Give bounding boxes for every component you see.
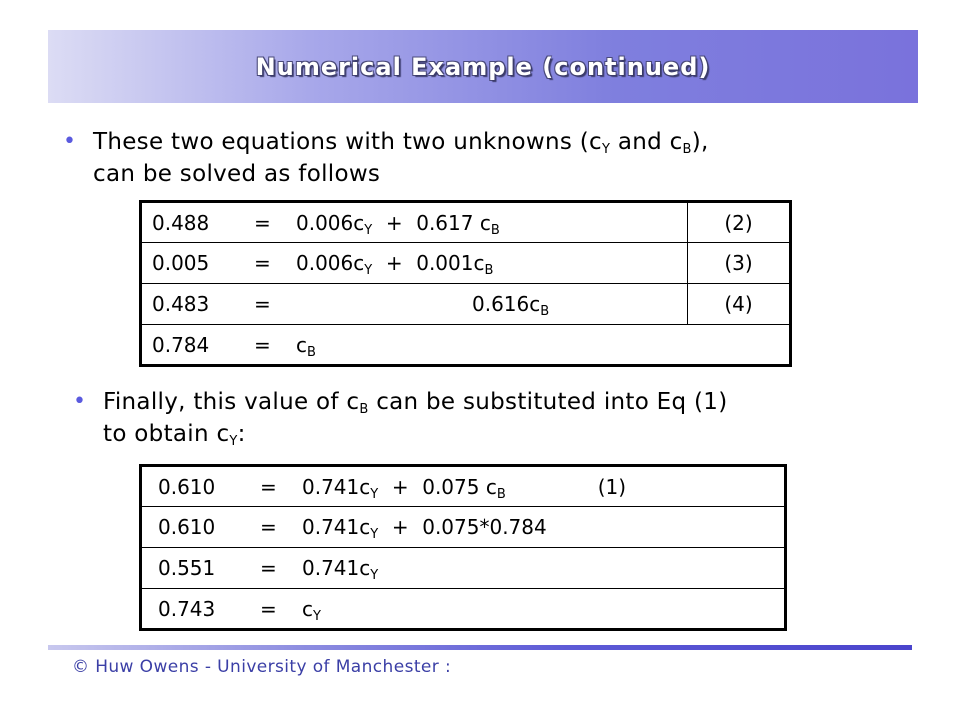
footer-text: © Huw Owens - University of Manchester : — [72, 657, 452, 677]
equation-cell — [141, 325, 791, 366]
plus-sign: + — [391, 474, 409, 499]
bullet-text: : — [237, 421, 246, 447]
subscript: B — [540, 304, 550, 319]
bullet-dot-icon: • — [63, 129, 77, 154]
table-row — [141, 284, 791, 325]
table-row — [141, 548, 786, 589]
bullet-text: and c — [610, 129, 683, 155]
term-text: 0.741c — [302, 556, 371, 580]
term-text: 0.741c — [302, 515, 371, 539]
term-text: 0.001c — [416, 251, 485, 275]
subscript: B — [490, 222, 500, 238]
equation-cell — [141, 507, 786, 548]
bullet-text: These two equations with two unknowns (c — [93, 129, 602, 155]
equals-sign: = — [254, 292, 271, 316]
term — [296, 210, 373, 238]
term-text: c — [302, 596, 313, 621]
lhs-value: 0.743 — [158, 596, 216, 621]
term-text: 0.006c — [296, 251, 365, 275]
subscript: B — [484, 263, 494, 278]
bullet-text-line2: to obtain c — [103, 421, 230, 447]
subscript: B — [359, 402, 369, 417]
plus-sign: + — [391, 515, 409, 539]
table-row — [141, 243, 791, 284]
table-row — [141, 325, 791, 366]
subscript: Y — [364, 263, 373, 278]
equals-sign: = — [260, 515, 277, 539]
subscript: Y — [370, 527, 379, 542]
subscript: Y — [601, 142, 611, 157]
subscript: B — [307, 344, 316, 360]
equals-sign: = — [254, 251, 271, 275]
equation-number: (1) — [597, 474, 627, 499]
subscript: Y — [313, 608, 321, 624]
lhs-value: 0.784 — [152, 332, 210, 357]
lhs-value: 0.610 — [158, 515, 216, 539]
table-row — [141, 589, 786, 630]
equation-cell — [141, 284, 688, 325]
subscript: Y — [370, 568, 379, 583]
subscript: Y — [229, 434, 238, 449]
equation-cell — [141, 589, 786, 630]
title-bar — [48, 30, 918, 103]
term-text: 0.741c — [302, 474, 371, 499]
bullet-text-line2: can be solved as follows — [93, 161, 381, 187]
bullet-text: Finally, this value of c — [103, 389, 360, 415]
term — [296, 251, 373, 278]
term-text: 0.075 c — [422, 474, 497, 499]
slide-title: Numerical Example (continued) — [255, 52, 711, 81]
table-row — [141, 466, 786, 507]
equation-number: (2) — [688, 202, 791, 243]
lhs-value: 0.551 — [158, 556, 216, 580]
equals-sign: = — [260, 556, 277, 580]
subscript: Y — [370, 486, 379, 502]
equation-cell — [141, 548, 786, 589]
term-text: 0.075*0.784 — [422, 515, 547, 539]
plus-sign: + — [385, 210, 403, 235]
subscript: Y — [364, 222, 373, 238]
equation-number: (4) — [688, 284, 791, 325]
equation-cell — [141, 243, 688, 284]
lhs-value: 0.483 — [152, 292, 210, 316]
equals-sign: = — [254, 332, 271, 357]
footer-divider — [48, 645, 912, 650]
equals-sign: = — [260, 596, 277, 621]
equals-sign: = — [254, 210, 271, 235]
bullet-intro — [63, 126, 709, 190]
plus-sign: + — [385, 251, 403, 275]
bullet-text: ), — [691, 129, 709, 155]
equation-number: (3) — [688, 243, 791, 284]
term-text: 0.617 c — [416, 210, 491, 235]
table-row — [141, 507, 786, 548]
lhs-value: 0.488 — [152, 210, 210, 235]
subscript: B — [682, 142, 692, 157]
equation-cell — [141, 466, 786, 507]
bullet-text: can be substituted into Eq (1) — [368, 389, 728, 415]
table-row — [141, 202, 791, 243]
equation-cell — [141, 202, 688, 243]
equation-table-1 — [139, 200, 792, 367]
subscript: B — [496, 486, 506, 502]
lhs-value: 0.610 — [158, 474, 216, 499]
bullet-finally — [73, 386, 728, 450]
equation-table-2 — [139, 464, 787, 631]
term-text: 0.006c — [296, 210, 365, 235]
term-text: 0.616c — [472, 292, 541, 316]
lhs-value: 0.005 — [152, 251, 210, 275]
equals-sign: = — [260, 474, 277, 499]
bullet-dot-icon: • — [73, 389, 87, 414]
term-text: c — [296, 332, 307, 357]
